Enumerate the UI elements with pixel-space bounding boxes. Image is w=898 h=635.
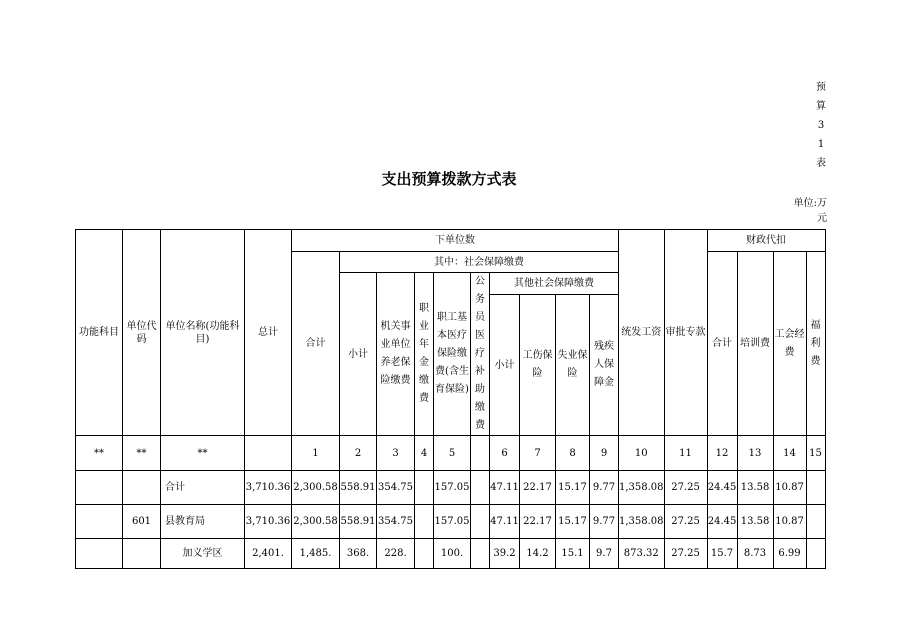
page-title: 支出预算拨款方式表 bbox=[381, 170, 517, 188]
header-jiguan: 机关事业单位养老保险缴费 bbox=[377, 273, 415, 436]
header-qita: 其他社会保障缴费 bbox=[490, 273, 619, 295]
header-heji: 合计 bbox=[292, 252, 340, 436]
header-zhigong: 职工基本医疗保险缴费(含生育保险) bbox=[434, 273, 471, 436]
header-shenpi: 审批专款 bbox=[664, 230, 707, 436]
header-gongwu: 公务员医疗补助缴费 bbox=[471, 273, 490, 436]
header-name: 单位名称(功能科目) bbox=[161, 230, 245, 436]
index-row: ** ** ** 1 2 3 4 5 6 7 8 9 10 11 12 13 14 15 bbox=[76, 436, 826, 471]
header-peixun: 培训费 bbox=[737, 252, 773, 436]
header-xiaoji: 小计 bbox=[340, 273, 377, 436]
header-gongshang: 工伤保险 bbox=[520, 295, 556, 436]
table-row: 合计 3,710.36 2,300.58 558.91 354.75 157.05 47.11 22.17 15.17 9.77 1,358.08 27.25 24.45 13.58 10.87 bbox=[76, 471, 826, 505]
header-total: 总计 bbox=[245, 230, 292, 436]
table-row: 601 县教育局 3,710.36 2,300.58 558.91 354.75 157.05 47.11 22.17 15.17 9.77 1,358.08 27.25 24.45 13.58 10.87 bbox=[76, 505, 826, 539]
header-code: 单位代码 bbox=[123, 230, 161, 436]
header-fuli: 福利费 bbox=[806, 252, 825, 436]
header-qizhong: 其中：社会保障缴费 bbox=[340, 252, 619, 273]
header-cz-heji: 合计 bbox=[707, 252, 737, 436]
unit-note: 单位:万 元 bbox=[793, 198, 827, 224]
form-number: 预 算 3 1 表 bbox=[816, 82, 826, 169]
header-caizheng: 财政代扣 bbox=[707, 230, 825, 252]
header-gonghui: 工会经费 bbox=[773, 252, 806, 436]
header-zhiye: 职业年金缴费 bbox=[415, 273, 434, 436]
budget-table bbox=[75, 229, 826, 569]
header-canji: 残疾人保障金 bbox=[590, 295, 619, 436]
header-func: 功能科目 bbox=[76, 230, 123, 436]
header-shiye: 失业保险 bbox=[556, 295, 590, 436]
header-tongfa: 统发工资 bbox=[619, 230, 665, 436]
table-row: 加义学区 2,401. 1,485. 368. 228. 100. 39.2 14.2 15.1 9.7 873.32 27.25 15.7 8.73 6.99 bbox=[76, 539, 826, 569]
header-xia: 下单位数 bbox=[292, 230, 619, 252]
header-qita-xiaoji: 小计 bbox=[490, 295, 520, 436]
